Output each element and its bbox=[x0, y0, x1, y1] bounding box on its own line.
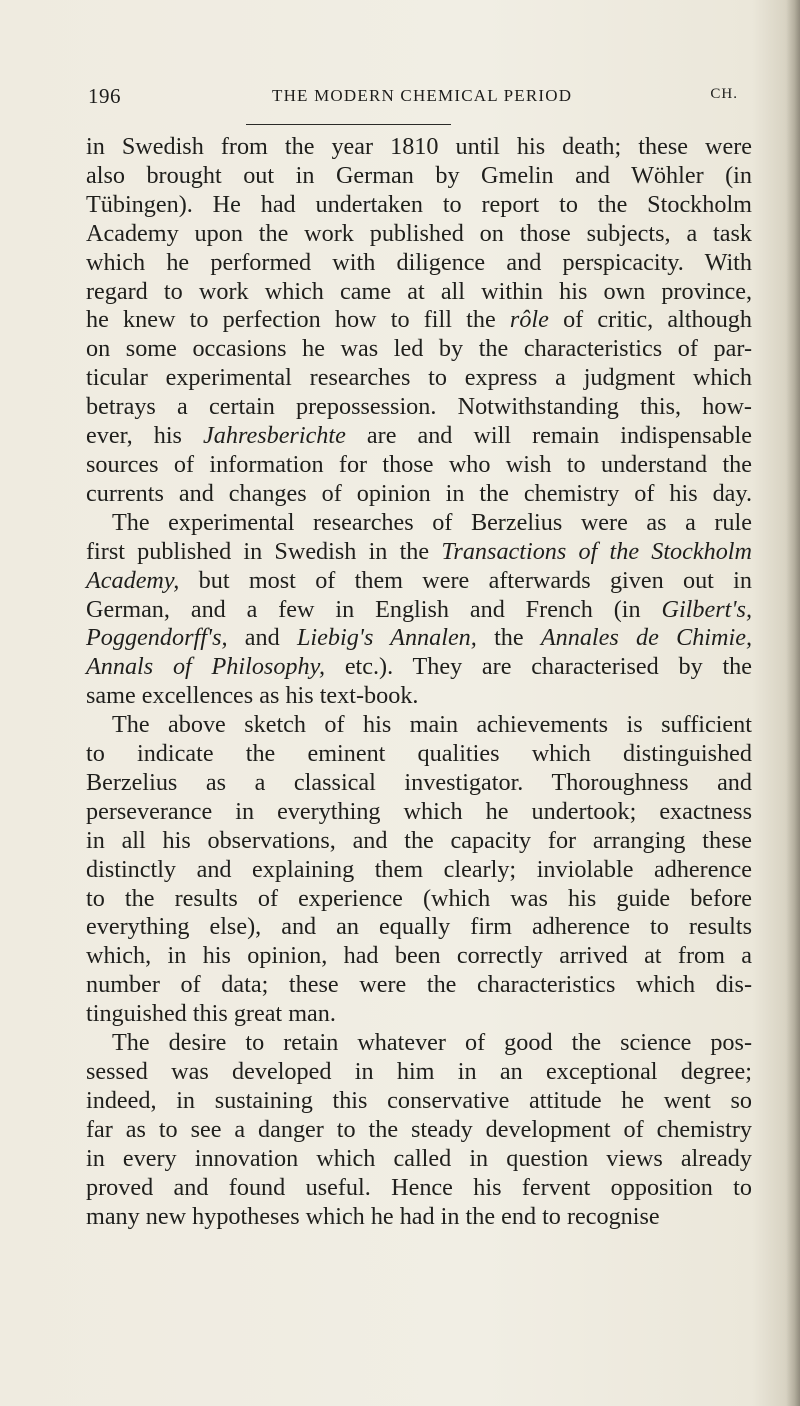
text-line bbox=[86, 827, 752, 856]
text-line bbox=[86, 133, 752, 162]
italic-title-text: Transactions of the Stockholm bbox=[441, 537, 752, 565]
text-segment: in every innovation which called in question views already bbox=[86, 1144, 752, 1172]
text-line bbox=[86, 856, 752, 885]
text-segment: Tübingen). He had undertaken to report to the Stockholm bbox=[86, 190, 752, 218]
text-segment: currents and changes of opinion in the chemistry of his day. bbox=[86, 479, 752, 507]
italic-title-text: rôle bbox=[509, 306, 549, 334]
text-line bbox=[86, 306, 752, 335]
text-segment: are and will remain indispensable bbox=[345, 422, 752, 450]
text-line bbox=[86, 509, 752, 538]
text-line bbox=[86, 220, 752, 249]
text-segment: betrays a certain prepossession. Notwithstanding this, how- bbox=[86, 393, 752, 421]
text-line bbox=[86, 1116, 752, 1145]
page-edge-shadow bbox=[786, 0, 800, 1406]
text-line bbox=[86, 913, 752, 942]
text-segment: sessed was developed in him in an exceptional degree; bbox=[86, 1058, 752, 1085]
running-title: THE MODERN CHEMICAL PERIOD bbox=[272, 86, 573, 105]
text-segment: to indicate the eminent qualities which distinguished bbox=[86, 740, 752, 768]
text-line bbox=[86, 885, 752, 914]
text-segment: many new hypotheses which he had in the end to recognise bbox=[86, 1202, 660, 1230]
text-line bbox=[86, 596, 752, 625]
text-segment: in all his observations, and the capacity for arranging these bbox=[86, 826, 752, 854]
text-segment: tinguished this great man. bbox=[86, 1000, 336, 1028]
text-line bbox=[86, 393, 752, 422]
page-number: 196 bbox=[88, 84, 121, 108]
text-line bbox=[86, 451, 752, 480]
text-segment: first published in Swedish in the bbox=[86, 537, 442, 565]
text-segment: and bbox=[227, 624, 297, 652]
text-segment: ticular experimental researches to express a judgment which bbox=[86, 364, 752, 392]
text-segment: the bbox=[476, 624, 541, 652]
text-line bbox=[86, 1203, 752, 1232]
body-text bbox=[86, 133, 752, 1231]
text-segment: same excellences as his text-book. bbox=[86, 682, 419, 710]
text-segment: but most of them were afterwards given out in bbox=[179, 566, 752, 594]
text-segment: in Swedish from the year 1810 until his death; these were bbox=[86, 133, 752, 160]
text-line bbox=[86, 740, 752, 769]
text-line bbox=[86, 538, 752, 567]
text-segment: ever, his bbox=[86, 422, 204, 450]
text-line bbox=[86, 191, 752, 220]
text-line bbox=[86, 278, 752, 307]
text-segment: sources of information for those who wish to understand the bbox=[86, 450, 752, 478]
text-line bbox=[86, 1000, 752, 1029]
text-segment: number of data; these were the characteristics which dis- bbox=[86, 971, 752, 999]
header-rule bbox=[246, 124, 451, 125]
text-segment: indeed, in sustaining this conservative attitude he went so bbox=[86, 1086, 752, 1114]
text-line bbox=[86, 653, 752, 682]
text-segment: The above sketch of his main achievements is sufficient bbox=[112, 711, 752, 739]
text-line bbox=[86, 971, 752, 1000]
text-segment: proved and found useful. Hence his fervent opposition to bbox=[86, 1173, 752, 1201]
text-line bbox=[86, 249, 752, 278]
text-segment: on some occasions he was led by the characteristics of par- bbox=[86, 335, 752, 363]
text-segment: perseverance in everything which he undertook; exactness bbox=[86, 797, 752, 825]
text-line bbox=[86, 624, 752, 653]
text-segment: Academy upon the work published on those subjects, a task bbox=[86, 219, 752, 247]
italic-title-text: Academy, bbox=[86, 566, 180, 594]
text-segment: he knew to perfection how to fill the bbox=[86, 306, 510, 334]
text-line bbox=[86, 162, 752, 191]
text-line bbox=[86, 1029, 752, 1058]
text-segment: German, and a few in English and French (in bbox=[86, 595, 662, 623]
italic-title-text: Annales de Chimie, bbox=[540, 624, 752, 652]
text-segment: of critic, although bbox=[548, 306, 752, 334]
italic-title-text: Annals of Philosophy, bbox=[86, 653, 326, 681]
italic-title-text: Poggendorff's, bbox=[86, 624, 228, 652]
text-line bbox=[86, 1087, 752, 1116]
text-line bbox=[86, 798, 752, 827]
text-segment: The desire to retain whatever of good the science pos- bbox=[112, 1029, 752, 1057]
text-line bbox=[86, 567, 752, 596]
chapter-abbreviation: CH. bbox=[710, 86, 738, 102]
text-line bbox=[86, 711, 752, 740]
text-line bbox=[86, 1058, 752, 1087]
text-segment: which, in his opinion, had been correctly arrived at from a bbox=[86, 942, 752, 970]
text-segment: to the results of experience (which was his guide before bbox=[86, 884, 752, 912]
text-segment: The experimental researches of Berzelius were as a rule bbox=[112, 508, 752, 536]
text-segment: distinctly and explaining them clearly; inviolable adherence bbox=[86, 855, 752, 883]
text-segment: regard to work which came at all within his own province, bbox=[86, 277, 752, 305]
text-line bbox=[86, 422, 752, 451]
text-line bbox=[86, 942, 752, 971]
text-segment: which he performed with diligence and perspicacity. With bbox=[86, 248, 752, 276]
text-segment: Berzelius as a classical investigator. Thoroughness and bbox=[86, 768, 752, 796]
italic-title-text: Liebig's Annalen, bbox=[296, 624, 477, 652]
text-line bbox=[86, 1145, 752, 1174]
text-segment: also brought out in German by Gmelin and Wöhler (in bbox=[86, 161, 752, 189]
text-line bbox=[86, 769, 752, 798]
running-header bbox=[86, 84, 746, 112]
text-segment: far as to see a danger to the steady development of chemistry bbox=[86, 1115, 752, 1143]
text-line bbox=[86, 335, 752, 364]
text-line bbox=[86, 682, 752, 711]
text-segment: everything else), and an equally firm adherence to results bbox=[86, 913, 752, 941]
text-segment: etc.). They are characterised by the bbox=[325, 653, 753, 681]
text-line bbox=[86, 364, 752, 393]
italic-title-text: Gilbert's, bbox=[661, 595, 752, 623]
text-line bbox=[86, 1174, 752, 1203]
text-line bbox=[86, 480, 752, 509]
italic-title-text: Jahresberichte bbox=[203, 422, 346, 450]
